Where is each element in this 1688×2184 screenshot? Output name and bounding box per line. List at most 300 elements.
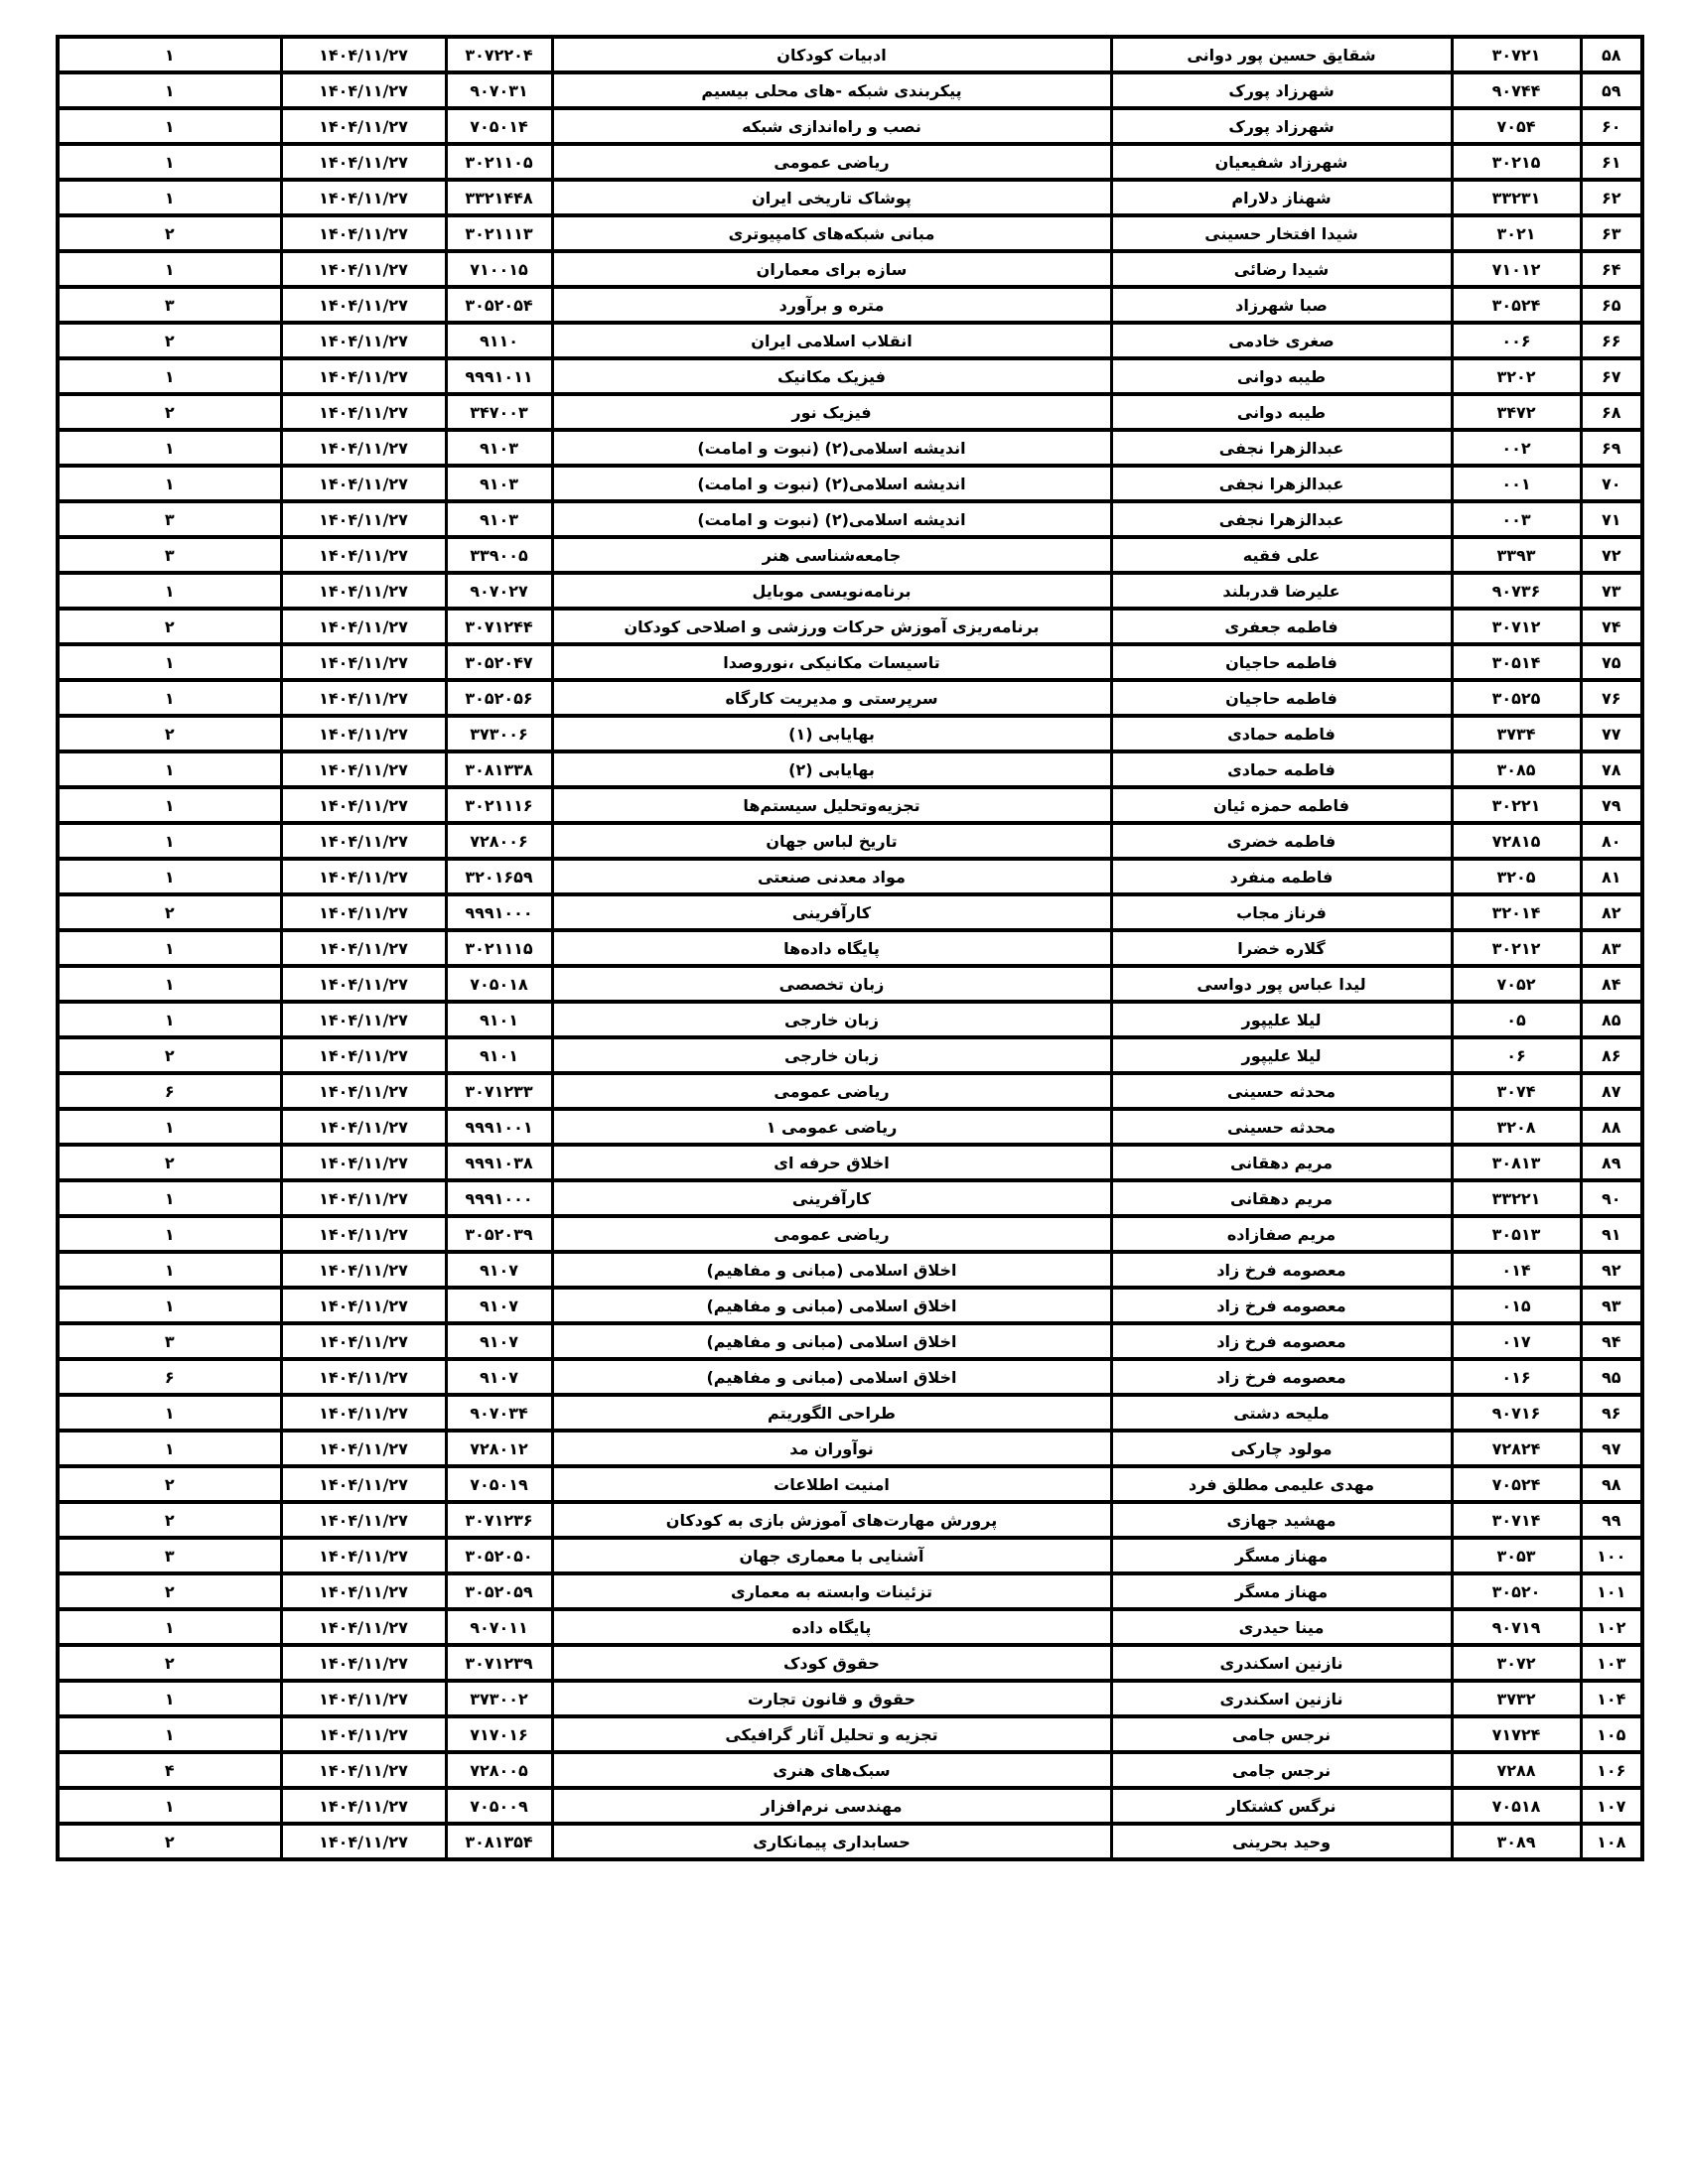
teacher-code-cell: ۳۰۲۱۵ [1452,144,1581,180]
course-title-cell: حسابداری پیمانکاری [552,1824,1111,1859]
count-cell: ۱ [58,108,281,144]
course-title-cell: کارآفرینی [552,894,1111,930]
table-row [58,1824,1642,1859]
row-number-cell: ۸۰ [1581,823,1642,859]
table-row [58,37,1642,72]
count-cell: ۲ [58,215,281,251]
table-row [58,1609,1642,1645]
teacher-code-cell: ۹۰۷۳۶ [1452,573,1581,609]
count-cell: ۱ [58,1216,281,1252]
table-row [58,751,1642,787]
course-title-cell: اندیشه اسلامی(۲) (نبوت و امامت) [552,430,1111,466]
course-title-cell: تزئینات وابسته به معماری [552,1573,1111,1609]
teacher-code-cell: ۹۰۷۱۹ [1452,1609,1581,1645]
teacher-code-cell: ۳۰۸۹ [1452,1824,1581,1859]
course-code-cell: ۳۳۲۱۴۴۸ [446,180,552,215]
table-row [58,930,1642,966]
table-row [58,394,1642,430]
roster-table-body [58,37,1642,1859]
row-number-cell: ۵۹ [1581,72,1642,108]
date-cell: ۱۴۰۴/۱۱/۲۷ [281,287,446,323]
row-number-cell: ۵۸ [1581,37,1642,72]
count-cell: ۲ [58,1645,281,1681]
teacher-code-cell: ۰۰۶ [1452,323,1581,358]
course-code-cell: ۹۹۹۱۰۱۱ [446,358,552,394]
teacher-name-cell: نازنین اسکندری [1111,1681,1452,1716]
teacher-name-cell: طیبه دوانی [1111,358,1452,394]
count-cell: ۱ [58,72,281,108]
date-cell: ۱۴۰۴/۱۱/۲۷ [281,37,446,72]
course-title-cell: زبان خارجی [552,1037,1111,1073]
teacher-code-cell: ۰۰۳ [1452,501,1581,537]
row-number-cell: ۹۸ [1581,1466,1642,1502]
teacher-code-cell: ۳۰۲۲۱ [1452,787,1581,823]
table-row [58,287,1642,323]
teacher-code-cell: ۳۲۰۸ [1452,1109,1581,1145]
course-title-cell: مواد معدنی صنعتی [552,859,1111,894]
table-row [58,72,1642,108]
count-cell: ۱ [58,1395,281,1431]
course-title-cell: برنامه‌نویسی موبایل [552,573,1111,609]
teacher-code-cell: ۳۰۸۵ [1452,751,1581,787]
table-row [58,966,1642,1002]
teacher-code-cell: ۳۰۵۲۰ [1452,1573,1581,1609]
table-row [58,466,1642,501]
course-code-cell: ۷۱۰۰۱۵ [446,251,552,287]
row-number-cell: ۱۰۳ [1581,1645,1642,1681]
date-cell: ۱۴۰۴/۱۱/۲۷ [281,1502,446,1538]
row-number-cell: ۸۲ [1581,894,1642,930]
teacher-name-cell: عبدالزهرا نجفی [1111,466,1452,501]
teacher-code-cell: ۰۱۵ [1452,1288,1581,1323]
course-code-cell: ۹۱۰۷ [446,1359,552,1395]
teacher-name-cell: فاطمه خضری [1111,823,1452,859]
teacher-code-cell: ۳۳۲۳۱ [1452,180,1581,215]
teacher-name-cell: نرجس جامی [1111,1752,1452,1788]
date-cell: ۱۴۰۴/۱۱/۲۷ [281,930,446,966]
table-row [58,1573,1642,1609]
table-row [58,1431,1642,1466]
teacher-name-cell: فاطمه حاجیان [1111,680,1452,716]
teacher-code-cell: ۷۰۵۴ [1452,108,1581,144]
course-title-cell: مبانی شبکه‌های کامپیوتری [552,215,1111,251]
course-code-cell: ۷۰۵۰۱۹ [446,1466,552,1502]
teacher-code-cell: ۳۰۲۱ [1452,215,1581,251]
date-cell: ۱۴۰۴/۱۱/۲۷ [281,108,446,144]
table-row [58,323,1642,358]
date-cell: ۱۴۰۴/۱۱/۲۷ [281,1216,446,1252]
teacher-code-cell: ۳۰۲۱۲ [1452,930,1581,966]
teacher-code-cell: ۷۲۸۲۴ [1452,1431,1581,1466]
date-cell: ۱۴۰۴/۱۱/۲۷ [281,215,446,251]
teacher-name-cell: صغری خادمی [1111,323,1452,358]
date-cell: ۱۴۰۴/۱۱/۲۷ [281,1180,446,1216]
course-title-cell: برنامه‌ریزی آموزش حرکات ورزشی و اصلاحی کودکان [552,609,1111,644]
teacher-name-cell: شقایق حسین پور دوانی [1111,37,1452,72]
course-title-cell: کارآفرینی [552,1180,1111,1216]
teacher-code-cell: ۳۰۷۱۲ [1452,609,1581,644]
course-title-cell: مهندسی نرم‌افزار [552,1788,1111,1824]
row-number-cell: ۸۹ [1581,1145,1642,1180]
count-cell: ۱ [58,1288,281,1323]
teacher-name-cell: مریم دهقانی [1111,1145,1452,1180]
table-row [58,144,1642,180]
count-cell: ۲ [58,394,281,430]
date-cell: ۱۴۰۴/۱۱/۲۷ [281,180,446,215]
count-cell: ۱ [58,1609,281,1645]
teacher-name-cell: مهشید جهازی [1111,1502,1452,1538]
course-title-cell: ادبیات کودکان [552,37,1111,72]
course-title-cell: اخلاق اسلامی (مبانی و مفاهیم) [552,1359,1111,1395]
teacher-code-cell: ۳۰۷۱۴ [1452,1502,1581,1538]
table-row [58,894,1642,930]
course-code-cell: ۳۴۷۰۰۳ [446,394,552,430]
table-row [58,680,1642,716]
row-number-cell: ۸۶ [1581,1037,1642,1073]
count-cell: ۲ [58,1573,281,1609]
date-cell: ۱۴۰۴/۱۱/۲۷ [281,787,446,823]
date-cell: ۱۴۰۴/۱۱/۲۷ [281,1359,446,1395]
table-row [58,823,1642,859]
course-title-cell: جامعه‌شناسی هنر [552,537,1111,573]
course-title-cell: حقوق و قانون تجارت [552,1681,1111,1716]
course-code-cell: ۳۰۷۱۲۴۴ [446,609,552,644]
table-row [58,358,1642,394]
row-number-cell: ۷۹ [1581,787,1642,823]
count-cell: ۱ [58,180,281,215]
date-cell: ۱۴۰۴/۱۱/۲۷ [281,1073,446,1109]
count-cell: ۱ [58,966,281,1002]
course-title-cell: اندیشه اسلامی(۲) (نبوت و امامت) [552,501,1111,537]
count-cell: ۱ [58,1252,281,1288]
table-row [58,1323,1642,1359]
table-row [58,108,1642,144]
row-number-cell: ۶۳ [1581,215,1642,251]
table-row [58,1073,1642,1109]
table-row [58,859,1642,894]
count-cell: ۱ [58,251,281,287]
course-code-cell: ۷۰۵۰۱۸ [446,966,552,1002]
table-row [58,609,1642,644]
course-code-cell: ۷۱۷۰۱۶ [446,1716,552,1752]
teacher-code-cell: ۳۷۳۲ [1452,1681,1581,1716]
teacher-name-cell: فرناز مجاب [1111,894,1452,930]
course-code-cell: ۹۱۰۷ [446,1288,552,1323]
teacher-name-cell: علی فقیه [1111,537,1452,573]
course-title-cell: پوشاک تاریخی ایران [552,180,1111,215]
row-number-cell: ۶۲ [1581,180,1642,215]
table-row [58,1466,1642,1502]
course-code-cell: ۷۲۸۰۰۵ [446,1752,552,1788]
course-code-cell: ۳۰۲۱۱۱۵ [446,930,552,966]
course-title-cell: سازه برای معماران [552,251,1111,287]
course-code-cell: ۳۰۲۱۱۱۳ [446,215,552,251]
course-code-cell: ۳۰۵۲۰۵۶ [446,680,552,716]
course-code-cell: ۳۷۳۰۰۶ [446,716,552,751]
course-code-cell: ۷۰۵۰۱۴ [446,108,552,144]
count-cell: ۱ [58,573,281,609]
teacher-code-cell: ۳۰۵۱۳ [1452,1216,1581,1252]
date-cell: ۱۴۰۴/۱۱/۲۷ [281,823,446,859]
course-code-cell: ۹۱۰۳ [446,430,552,466]
date-cell: ۱۴۰۴/۱۱/۲۷ [281,644,446,680]
table-row [58,180,1642,215]
date-cell: ۱۴۰۴/۱۱/۲۷ [281,1252,446,1288]
row-number-cell: ۶۹ [1581,430,1642,466]
count-cell: ۱ [58,37,281,72]
course-code-cell: ۳۰۵۲۰۵۰ [446,1538,552,1573]
row-number-cell: ۶۷ [1581,358,1642,394]
count-cell: ۲ [58,609,281,644]
course-code-cell: ۹۰۷۰۱۱ [446,1609,552,1645]
course-title-cell: نصب و راه‌اندازی شبکه [552,108,1111,144]
date-cell: ۱۴۰۴/۱۱/۲۷ [281,1109,446,1145]
teacher-name-cell: معصومه فرخ زاد [1111,1288,1452,1323]
count-cell: ۲ [58,1502,281,1538]
date-cell: ۱۴۰۴/۱۱/۲۷ [281,466,446,501]
course-title-cell: اخلاق اسلامی (مبانی و مفاهیم) [552,1252,1111,1288]
date-cell: ۱۴۰۴/۱۱/۲۷ [281,323,446,358]
table-row [58,1002,1642,1037]
table-row [58,1109,1642,1145]
date-cell: ۱۴۰۴/۱۱/۲۷ [281,501,446,537]
row-number-cell: ۱۰۰ [1581,1538,1642,1573]
teacher-code-cell: ۷۱۷۲۴ [1452,1716,1581,1752]
row-number-cell: ۷۳ [1581,573,1642,609]
table-row [58,1752,1642,1788]
course-code-cell: ۹۰۷۰۳۱ [446,72,552,108]
course-title-cell: پایگاه داده‌ها [552,930,1111,966]
row-number-cell: ۸۷ [1581,1073,1642,1109]
course-code-cell: ۳۳۹۰۰۵ [446,537,552,573]
teacher-code-cell: ۳۳۹۳ [1452,537,1581,573]
row-number-cell: ۷۵ [1581,644,1642,680]
teacher-name-cell: طیبه دوانی [1111,394,1452,430]
count-cell: ۲ [58,716,281,751]
course-code-cell: ۹۱۰۷ [446,1252,552,1288]
date-cell: ۱۴۰۴/۱۱/۲۷ [281,1716,446,1752]
table-row [58,716,1642,751]
date-cell: ۱۴۰۴/۱۱/۲۷ [281,680,446,716]
date-cell: ۱۴۰۴/۱۱/۲۷ [281,894,446,930]
count-cell: ۳ [58,1538,281,1573]
course-title-cell: فیزیک نور [552,394,1111,430]
count-cell: ۱ [58,1681,281,1716]
date-cell: ۱۴۰۴/۱۱/۲۷ [281,1538,446,1573]
count-cell: ۱ [58,466,281,501]
teacher-code-cell: ۰۱۴ [1452,1252,1581,1288]
teacher-code-cell: ۳۰۵۳ [1452,1538,1581,1573]
table-row [58,1037,1642,1073]
course-code-cell: ۳۰۵۲۰۴۷ [446,644,552,680]
course-title-cell: فیزیک مکانیک [552,358,1111,394]
row-number-cell: ۹۲ [1581,1252,1642,1288]
teacher-name-cell: شهرزاد پورک [1111,108,1452,144]
course-code-cell: ۳۰۲۱۱۱۶ [446,787,552,823]
date-cell: ۱۴۰۴/۱۱/۲۷ [281,1752,446,1788]
teacher-name-cell: صبا شهرزاد [1111,287,1452,323]
date-cell: ۱۴۰۴/۱۱/۲۷ [281,1645,446,1681]
row-number-cell: ۹۴ [1581,1323,1642,1359]
course-title-cell: اندیشه اسلامی(۲) (نبوت و امامت) [552,466,1111,501]
count-cell: ۱ [58,644,281,680]
teacher-name-cell: شیدا رضائی [1111,251,1452,287]
table-row [58,251,1642,287]
row-number-cell: ۸۱ [1581,859,1642,894]
course-title-cell: انقلاب اسلامی ایران [552,323,1111,358]
count-cell: ۱ [58,859,281,894]
row-number-cell: ۸۵ [1581,1002,1642,1037]
count-cell: ۱ [58,751,281,787]
course-title-cell: متره و برآورد [552,287,1111,323]
date-cell: ۱۴۰۴/۱۱/۲۷ [281,430,446,466]
teacher-code-cell: ۰۱۶ [1452,1359,1581,1395]
row-number-cell: ۶۵ [1581,287,1642,323]
count-cell: ۶ [58,1359,281,1395]
table-row [58,1359,1642,1395]
teacher-name-cell: فاطمه حاجیان [1111,644,1452,680]
count-cell: ۲ [58,1466,281,1502]
date-cell: ۱۴۰۴/۱۱/۲۷ [281,966,446,1002]
count-cell: ۲ [58,1037,281,1073]
course-code-cell: ۹۱۱۰ [446,323,552,358]
teacher-code-cell: ۷۱۰۱۲ [1452,251,1581,287]
teacher-name-cell: شهرزاد شفیعیان [1111,144,1452,180]
date-cell: ۱۴۰۴/۱۱/۲۷ [281,1145,446,1180]
count-cell: ۳ [58,501,281,537]
teacher-name-cell: فاطمه منفرد [1111,859,1452,894]
teacher-code-cell: ۰۶ [1452,1037,1581,1073]
course-title-cell: بهایابی (۲) [552,751,1111,787]
date-cell: ۱۴۰۴/۱۱/۲۷ [281,1037,446,1073]
count-cell: ۲ [58,1824,281,1859]
teacher-name-cell: فاطمه حمادی [1111,751,1452,787]
date-cell: ۱۴۰۴/۱۱/۲۷ [281,251,446,287]
date-cell: ۱۴۰۴/۱۱/۲۷ [281,72,446,108]
table-row [58,430,1642,466]
row-number-cell: ۶۶ [1581,323,1642,358]
teacher-name-cell: محدثه حسینی [1111,1109,1452,1145]
count-cell: ۱ [58,1002,281,1037]
table-row [58,644,1642,680]
course-code-cell: ۳۰۵۲۰۵۴ [446,287,552,323]
teacher-code-cell: ۷۰۵۲۴ [1452,1466,1581,1502]
teacher-name-cell: مهدی علیمی مطلق فرد [1111,1466,1452,1502]
course-title-cell: زبان تخصصی [552,966,1111,1002]
course-title-cell: امنیت اطلاعات [552,1466,1111,1502]
date-cell: ۱۴۰۴/۱۱/۲۷ [281,1788,446,1824]
teacher-name-cell: فاطمه جعفری [1111,609,1452,644]
teacher-code-cell: ۳۲۰۵ [1452,859,1581,894]
teacher-code-cell: ۳۰۷۲ [1452,1645,1581,1681]
course-code-cell: ۹۰۷۰۳۴ [446,1395,552,1431]
course-code-cell: ۳۰۷۱۲۳۹ [446,1645,552,1681]
date-cell: ۱۴۰۴/۱۱/۲۷ [281,1323,446,1359]
teacher-code-cell: ۳۷۳۴ [1452,716,1581,751]
course-code-cell: ۳۷۳۰۰۲ [446,1681,552,1716]
count-cell: ۲ [58,894,281,930]
course-code-cell: ۳۰۵۲۰۳۹ [446,1216,552,1252]
row-number-cell: ۹۶ [1581,1395,1642,1431]
date-cell: ۱۴۰۴/۱۱/۲۷ [281,394,446,430]
date-cell: ۱۴۰۴/۱۱/۲۷ [281,609,446,644]
table-row [58,1681,1642,1716]
course-title-cell: نوآوران مد [552,1431,1111,1466]
table-row [58,1180,1642,1216]
date-cell: ۱۴۰۴/۱۱/۲۷ [281,859,446,894]
date-cell: ۱۴۰۴/۱۱/۲۷ [281,144,446,180]
course-code-cell: ۹۱۰۳ [446,501,552,537]
course-title-cell: سرپرستی و مدیریت کارگاه [552,680,1111,716]
course-title-cell: بهایابی (۱) [552,716,1111,751]
date-cell: ۱۴۰۴/۱۱/۲۷ [281,716,446,751]
row-number-cell: ۱۰۴ [1581,1681,1642,1716]
row-number-cell: ۷۰ [1581,466,1642,501]
teacher-name-cell: مریم دهقانی [1111,1180,1452,1216]
row-number-cell: ۶۸ [1581,394,1642,430]
count-cell: ۱ [58,680,281,716]
table-row [58,1645,1642,1681]
teacher-name-cell: لیلا علیپور [1111,1002,1452,1037]
teacher-code-cell: ۳۰۸۱۳ [1452,1145,1581,1180]
teacher-code-cell: ۳۲۰۱۴ [1452,894,1581,930]
course-code-cell: ۳۰۷۱۲۳۶ [446,1502,552,1538]
teacher-name-cell: شیدا افتخار حسینی [1111,215,1452,251]
date-cell: ۱۴۰۴/۱۱/۲۷ [281,1681,446,1716]
date-cell: ۱۴۰۴/۱۱/۲۷ [281,358,446,394]
teacher-name-cell: مهناز مسگر [1111,1573,1452,1609]
teacher-code-cell: ۷۲۸۸ [1452,1752,1581,1788]
row-number-cell: ۹۵ [1581,1359,1642,1395]
course-title-cell: زبان خارجی [552,1002,1111,1037]
teacher-name-cell: لیلا علیپور [1111,1037,1452,1073]
teacher-code-cell: ۳۲۰۲ [1452,358,1581,394]
course-title-cell: حقوق کودک [552,1645,1111,1681]
course-title-cell: تاسیسات مکانیکی ،نوروصدا [552,644,1111,680]
course-roster-table [56,35,1644,1861]
course-title-cell: اخلاق حرفه ای [552,1145,1111,1180]
row-number-cell: ۷۷ [1581,716,1642,751]
course-title-cell: ریاضی عمومی ۱ [552,1109,1111,1145]
course-code-cell: ۳۰۸۱۳۳۸ [446,751,552,787]
count-cell: ۱ [58,1431,281,1466]
teacher-name-cell: فاطمه حمادی [1111,716,1452,751]
row-number-cell: ۶۱ [1581,144,1642,180]
teacher-name-cell: شهرزاد پورک [1111,72,1452,108]
teacher-name-cell: مریم صفازاده [1111,1216,1452,1252]
course-title-cell: سبک‌های هنری [552,1752,1111,1788]
row-number-cell: ۹۳ [1581,1288,1642,1323]
course-title-cell: آشنایی با معماری جهان [552,1538,1111,1573]
teacher-code-cell: ۳۳۲۲۱ [1452,1180,1581,1216]
count-cell: ۱ [58,930,281,966]
teacher-name-cell: مولود چارکی [1111,1431,1452,1466]
row-number-cell: ۷۸ [1581,751,1642,787]
teacher-code-cell: ۷۰۵۲ [1452,966,1581,1002]
course-title-cell: ریاضی عمومی [552,144,1111,180]
course-code-cell: ۷۰۵۰۰۹ [446,1788,552,1824]
date-cell: ۱۴۰۴/۱۱/۲۷ [281,1466,446,1502]
teacher-name-cell: وحید بحرینی [1111,1824,1452,1859]
course-title-cell: پایگاه داده [552,1609,1111,1645]
teacher-code-cell: ۹۰۷۴۴ [1452,72,1581,108]
course-code-cell: ۳۰۵۲۰۵۹ [446,1573,552,1609]
table-row [58,787,1642,823]
course-code-cell: ۷۲۸۰۱۲ [446,1431,552,1466]
teacher-name-cell: مهناز مسگر [1111,1538,1452,1573]
count-cell: ۱ [58,1180,281,1216]
count-cell: ۳ [58,537,281,573]
